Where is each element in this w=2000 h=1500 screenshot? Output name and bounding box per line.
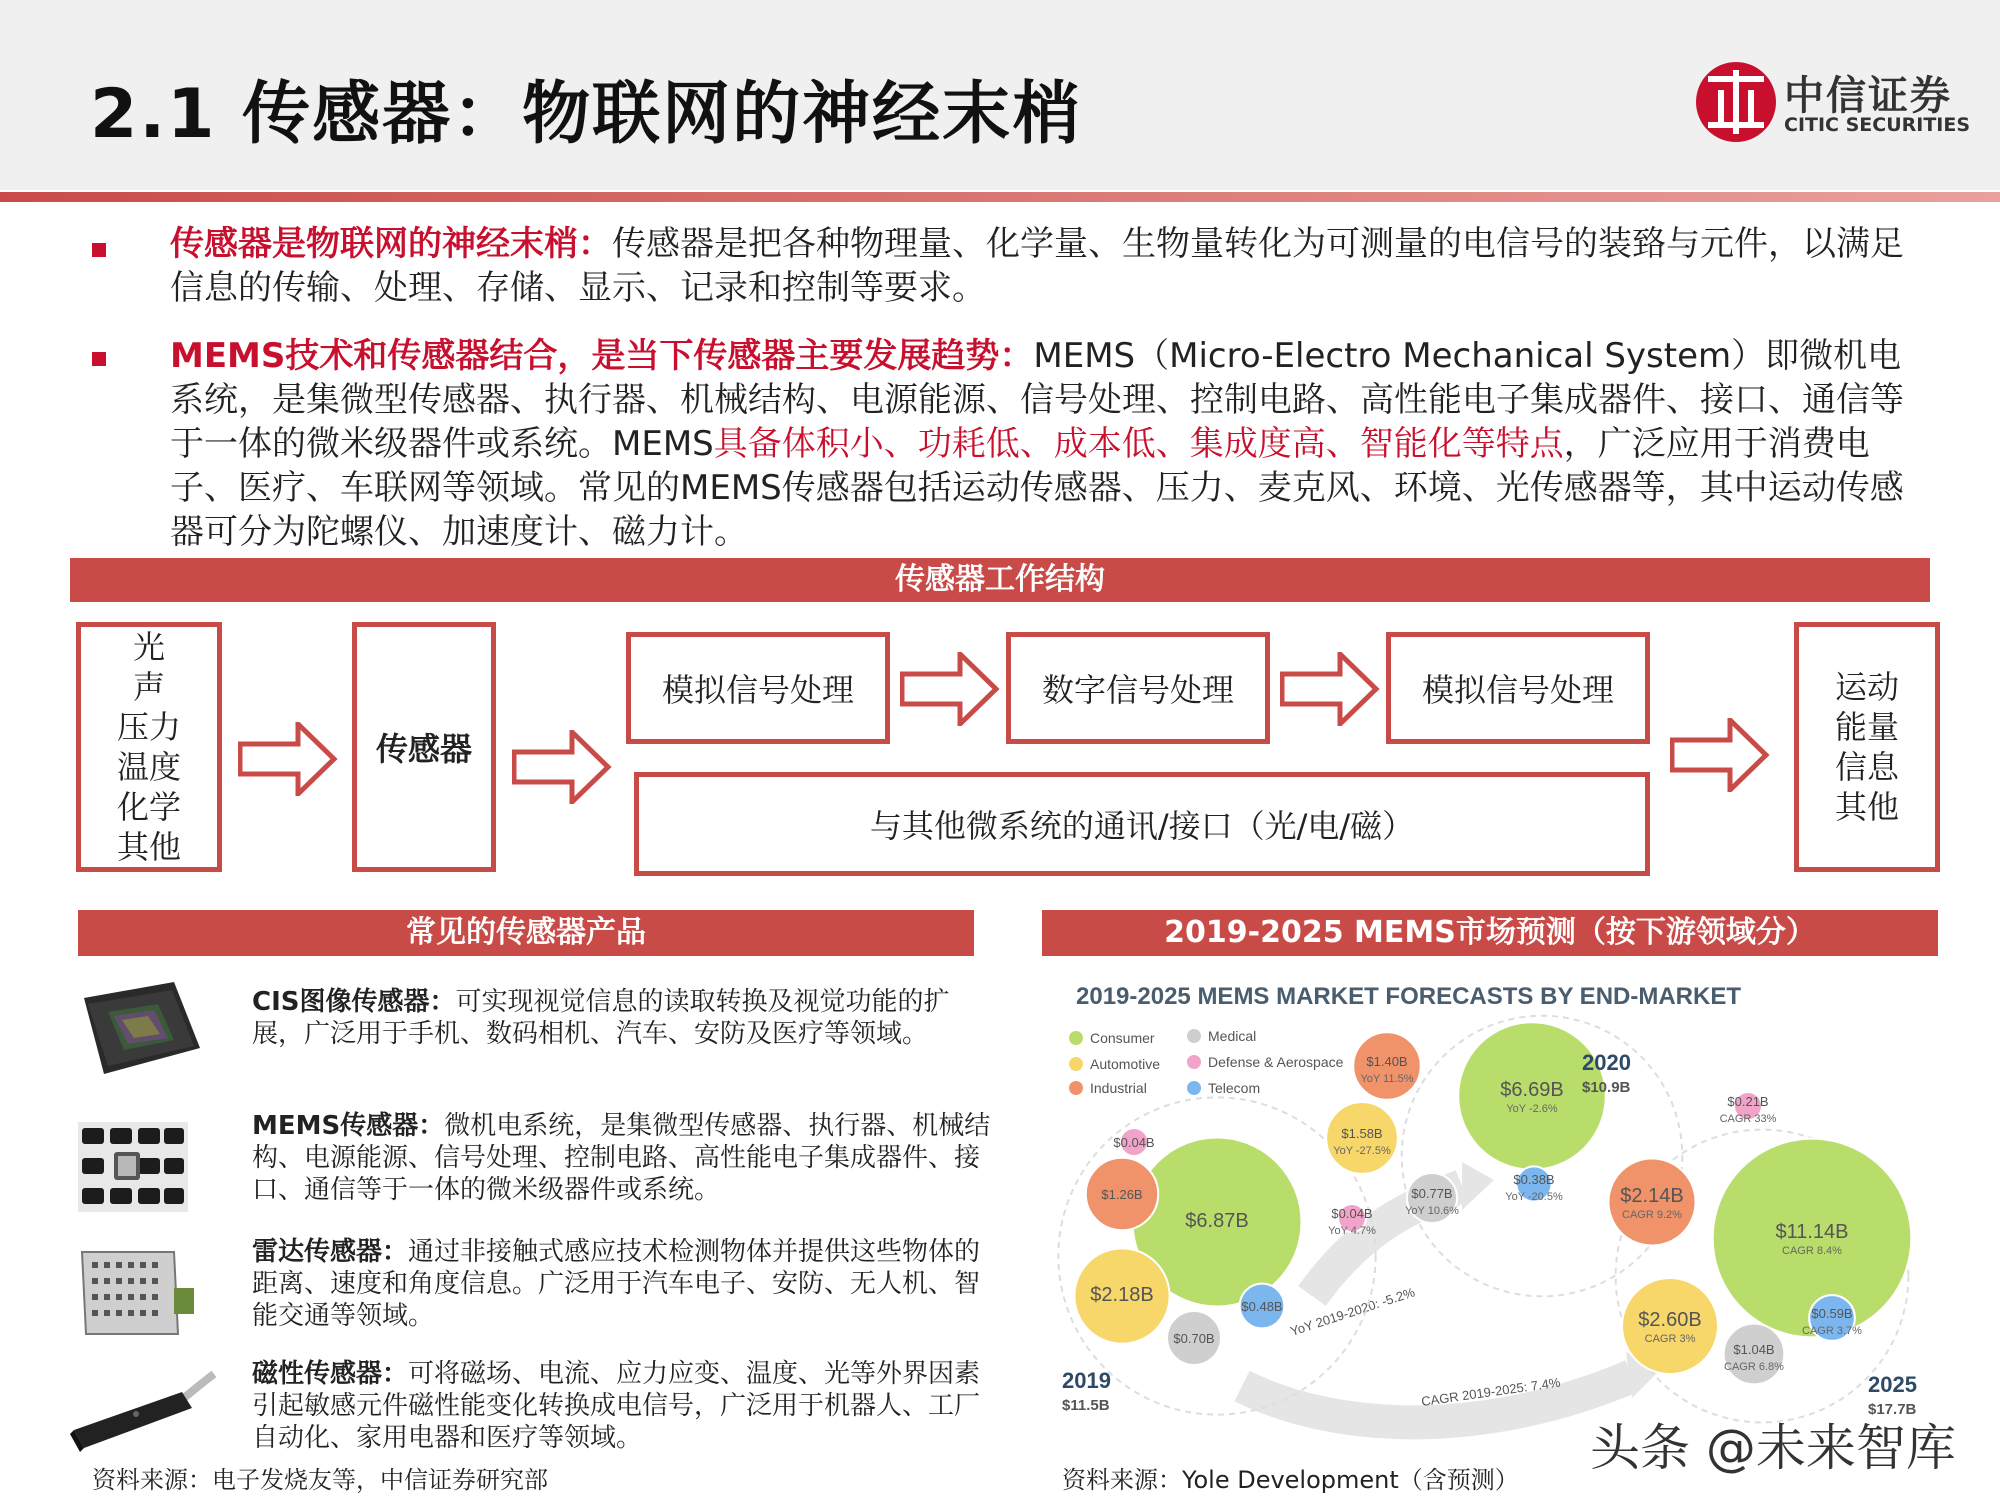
bubble-value: $1.58B (1341, 1126, 1383, 1141)
bubble-note: YoY 11.5% (1360, 1073, 1414, 1085)
magnetic-sensor-image (66, 1370, 216, 1460)
legend-label: Automotive (1090, 1056, 1161, 1072)
year-label: 2025 (1868, 1372, 1917, 1397)
legend-label: Defense & Aerospace (1208, 1054, 1344, 1070)
year-total: $17.7B (1868, 1401, 1917, 1418)
output-box (1794, 622, 1940, 872)
stage-label: 数字信号处理 (1041, 671, 1234, 709)
structure-band: 传感器工作结构 (70, 558, 1930, 602)
legend-label: Industrial (1090, 1080, 1147, 1096)
arrow-label-2: CAGR 2019-2025: 7.4% (1420, 1374, 1562, 1409)
product-mems (252, 1110, 992, 1206)
header-bar (0, 0, 2000, 190)
bubble-value: $0.77B (1411, 1186, 1453, 1201)
page-title: 2.1 传感器：物联网的神经末梢 (90, 75, 1083, 154)
bubble-note: YoY 4.7% (1328, 1225, 1376, 1237)
legend-marker (1187, 1081, 1201, 1095)
bullet-lead-2: MEMS技术和传感器结合，是当下传感器主要发展趋势： (170, 336, 1034, 376)
stage-label: 模拟信号处理 (1421, 671, 1614, 709)
year-label: 2019 (1062, 1368, 1111, 1393)
bubble-note: YoY -27.5% (1333, 1145, 1391, 1157)
radar-sensor-image (78, 1248, 198, 1338)
bubble-value: $0.04B (1113, 1135, 1155, 1150)
legend-marker (1069, 1031, 1083, 1045)
mems-forecast-chart (1042, 966, 1938, 1466)
legend-label: Medical (1208, 1028, 1257, 1044)
year-total: $10.9B (1582, 1079, 1631, 1096)
bubble-note: YoY -20.5% (1505, 1191, 1563, 1203)
product-desc: 通过非接触式感应技术检测物体并提供这些物体的距离、速度和角度信息。广泛用于汽车电子、安防、无人机、智能交通等领域。 (252, 1237, 981, 1331)
bubble-note: CAGR 6.8% (1724, 1361, 1784, 1373)
legend-label: Telecom (1208, 1080, 1261, 1096)
right-arrow-icon (1670, 718, 1770, 792)
logo-en-text: CITIC SECURITIES (1784, 114, 1971, 136)
forecast-source: 资料来源：Yole Development（含预测） (1062, 1466, 1519, 1494)
input-item: 声 (132, 668, 165, 706)
bubble-value: $2.18B (1090, 1284, 1154, 1306)
bubble-value: $0.38B (1513, 1172, 1555, 1187)
analog-processing-box (626, 632, 890, 744)
header-divider (0, 192, 2000, 202)
input-list (117, 627, 181, 867)
watermark: 头条 @未来智库 (1590, 1419, 1956, 1477)
bullet-paragraph-1 (170, 222, 1930, 310)
forecast-band: 2019-2025 MEMS市场预测（按下游领域分） (1042, 910, 1938, 956)
product-name: 雷达传感器： (252, 1237, 409, 1267)
bubble-note: CAGR 9.2% (1622, 1209, 1682, 1221)
bubble-note: CAGR 33% (1719, 1113, 1777, 1125)
sensor-box (352, 622, 496, 872)
analog-processing-box-2 (1386, 632, 1650, 744)
output-item: 运动 (1834, 668, 1899, 706)
bullet-highlight-2: 具备体积小、功耗低、成本低、集成度高、智能化等特点 (713, 424, 1564, 464)
bubble-value: $2.60B (1638, 1309, 1702, 1331)
bubble-note: CAGR 3.7% (1802, 1325, 1862, 1337)
product-name: MEMS传感器： (252, 1111, 445, 1141)
bubble-value: $1.04B (1733, 1342, 1775, 1357)
product-name: 磁性传感器： (252, 1359, 409, 1389)
output-item: 信息 (1834, 748, 1899, 786)
citic-logo (1696, 62, 1971, 142)
growth-arrowhead-1 (1462, 1162, 1494, 1210)
input-item: 光 (132, 628, 165, 666)
right-arrow-icon (238, 722, 338, 796)
mems-sensor-image (78, 1122, 188, 1212)
product-desc: 微机电系统，是集微型传感器、执行器、机械结构、电源能源、信号处理、控制电路、高性能电子集成器件、接口、通信等于一体的微米级器件或系统。 (252, 1111, 991, 1205)
bullet-marker (92, 243, 106, 257)
bullet-marker (92, 352, 106, 366)
right-arrow-icon (900, 652, 1000, 726)
product-desc: 可实现视觉信息的读取转换及视觉功能的扩展，广泛用于手机、数码相机、汽车、安防及医疗等领域。 (252, 987, 950, 1049)
input-box (76, 622, 222, 872)
bubble-value: $0.70B (1173, 1331, 1215, 1346)
stage-label: 模拟信号处理 (661, 671, 854, 709)
bubble-value: $11.14B (1775, 1221, 1849, 1243)
cis-sensor-image (64, 978, 204, 1078)
right-arrow-icon (1280, 652, 1380, 726)
bullet-lead-1: 传感器是物联网的神经末梢： (170, 224, 612, 264)
products-band: 常见的传感器产品 (78, 910, 974, 956)
product-name: CIS图像传感器： (252, 987, 456, 1017)
input-item: 温度 (116, 748, 181, 786)
output-list (1835, 667, 1899, 827)
bubble-value: $0.21B (1727, 1094, 1769, 1109)
digital-processing-box (1006, 632, 1270, 744)
bubble-note: CAGR 3% (1644, 1333, 1696, 1345)
right-arrow-icon (512, 730, 612, 804)
product-cis (252, 986, 992, 1050)
bubble-value: $6.87B (1185, 1210, 1249, 1232)
bubble-value: $2.14B (1620, 1185, 1684, 1207)
bullet-paragraph-2 (170, 334, 1930, 554)
communication-box (634, 772, 1650, 876)
citic-logo-icon (1696, 62, 1776, 142)
bubble-value: $6.69B (1500, 1079, 1564, 1101)
logo-cn-text: 中信证券 (1784, 72, 1952, 119)
bullet-text-2a: MEMS（Micro-Electro Mechanical System）即微机电系统，是集微型传感器、执行器、机械结构、电源能源、信号处理、控制电路、高性能电子集成器件、接口、通信等于一体的微米级器件或系统。MEMS (170, 336, 1904, 464)
input-item: 化学 (116, 788, 181, 826)
arrow-label-1: YoY 2019-2020: -5.2% (1288, 1284, 1417, 1339)
bullet-text-2b: ，广泛应用于消费电子、医疗、车联网等领域。常见的MEMS传感器包括运动传感器、压力、麦克风、环境、光传感器等，其中运动传感器可分为陀螺仪、加速度计、磁力计。 (170, 424, 1904, 552)
bubble-value: $1.26B (1101, 1187, 1143, 1202)
legend-marker (1187, 1029, 1201, 1043)
output-item: 其他 (1834, 788, 1899, 826)
bullet-text-1: 传感器是把各种物理量、化学量、生物量转化为可测量的电信号的装臵与元件，以满足信息的传输、处理、存储、显示、记录和控制等要求。 (170, 224, 1904, 308)
sensor-label: 传感器 (375, 730, 472, 768)
legend-label: Consumer (1090, 1030, 1155, 1046)
legend-marker (1069, 1081, 1083, 1095)
output-item: 能量 (1834, 708, 1899, 746)
year-label: 2020 (1582, 1050, 1631, 1075)
product-magnetic (252, 1358, 992, 1454)
bubble-value: $0.04B (1331, 1206, 1373, 1221)
input-item: 其他 (116, 828, 181, 866)
input-item: 压力 (116, 708, 181, 746)
legend-marker (1069, 1057, 1083, 1071)
product-desc: 可将磁场、电流、应力应变、温度、光等外界因素引起敏感元件磁性能变化转换成电信号，广泛用于机器人、工厂自动化、家用电器和医疗等领域。 (252, 1359, 981, 1453)
bubble-note: YoY 10.6% (1405, 1205, 1459, 1217)
bubble-value: $0.59B (1811, 1306, 1853, 1321)
bubble-value: $0.48B (1241, 1299, 1283, 1314)
bubble-note: CAGR 8.4% (1782, 1245, 1842, 1257)
product-radar (252, 1236, 992, 1332)
bubble-value: $1.40B (1366, 1054, 1408, 1069)
chart-title: 2019-2025 MEMS MARKET FORECASTS BY END-MARKET (1076, 983, 1742, 1010)
comm-label: 与其他微系统的通讯/接口（光/电/磁） (869, 807, 1415, 845)
products-source: 资料来源：电子发烧友等，中信证券研究部 (92, 1466, 548, 1494)
legend-marker (1187, 1055, 1201, 1069)
bubble-chart-svg (1042, 966, 1938, 1466)
bubble-note: YoY -2.6% (1506, 1103, 1558, 1115)
year-total: $11.5B (1062, 1397, 1110, 1414)
